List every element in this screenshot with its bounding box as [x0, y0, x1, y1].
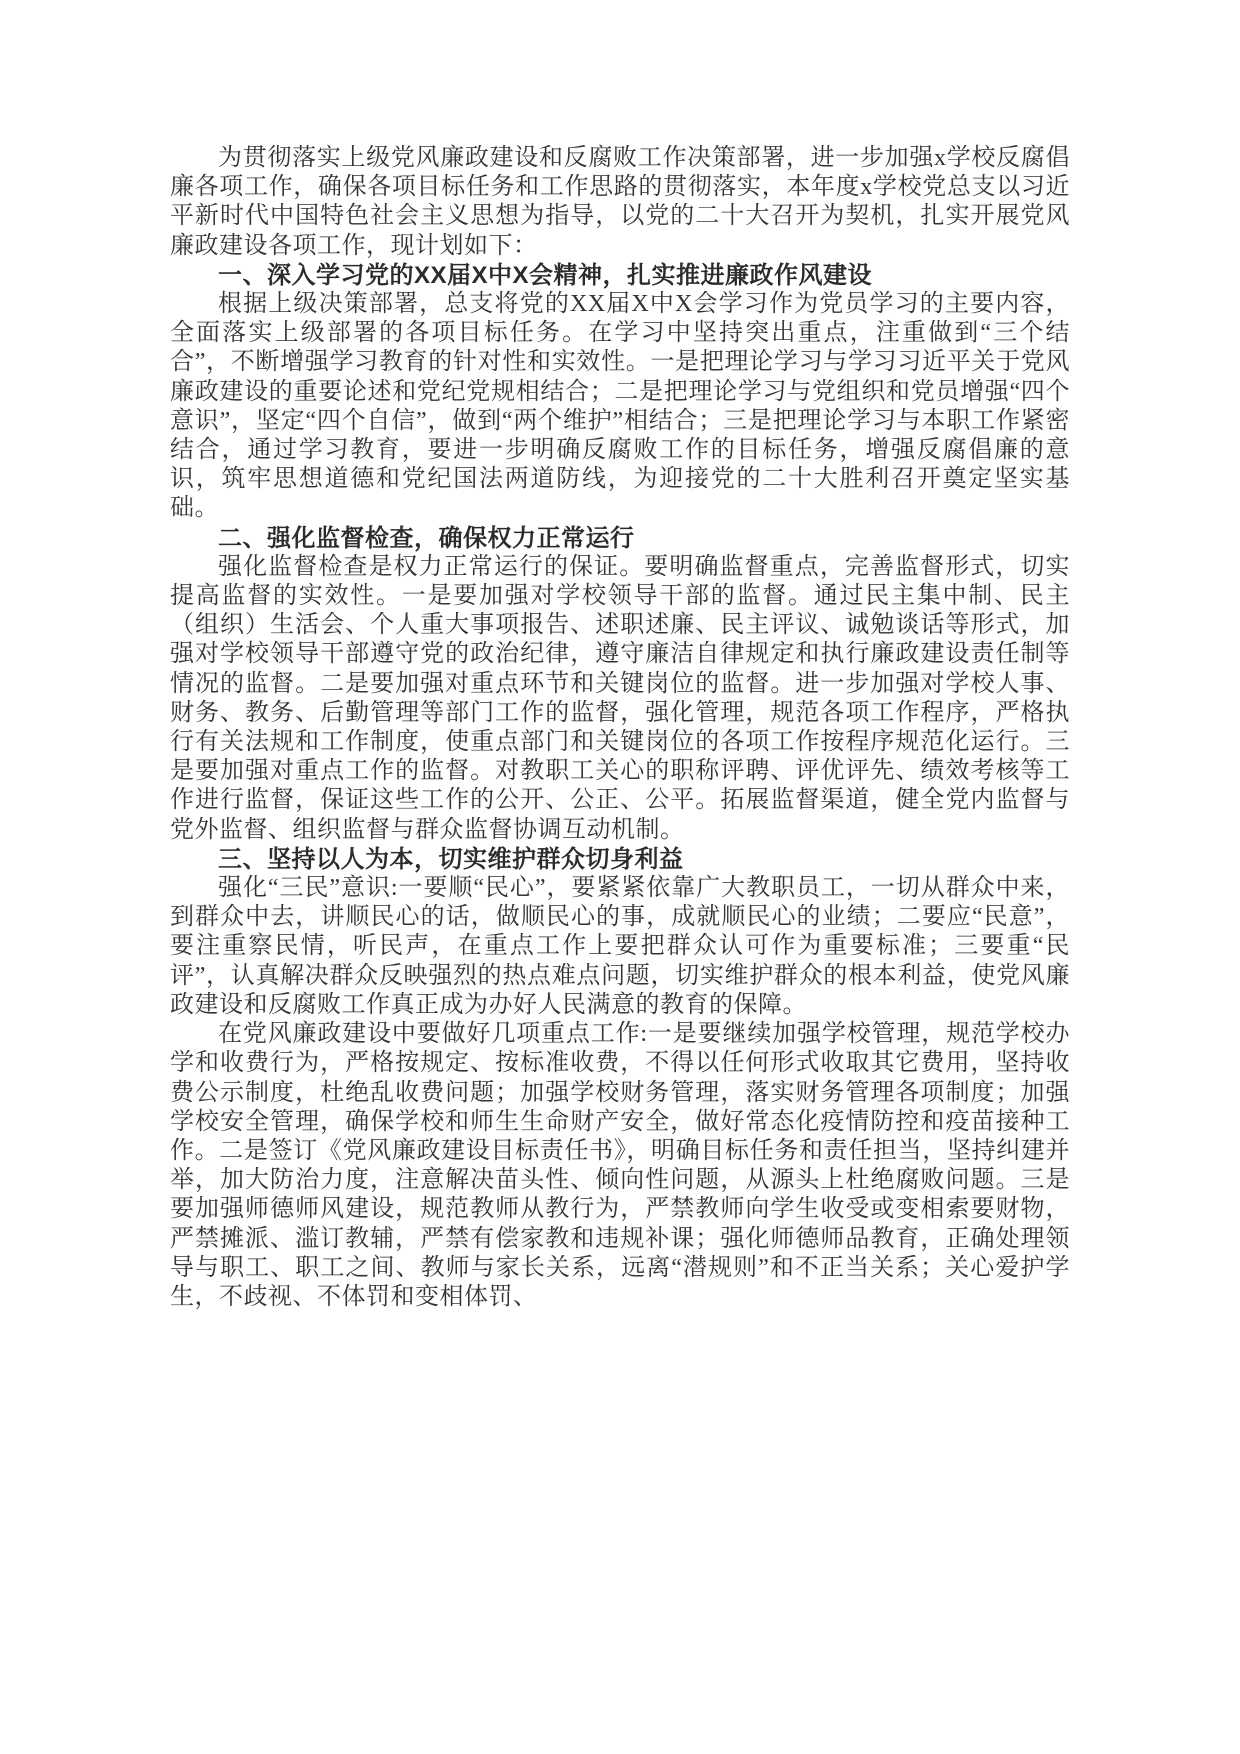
- key-tasks-paragraph: 在党风廉政建设中要做好几项重点工作:一是要继续加强学校管理，规范学校办学和收费行为，严格按规定、按标准收费，不得以任何形式收取其它费用，坚持收费公示制度，杜绝乱收费问题；加强学校财务管理，落实财务管理各项制度；加强学校安全管理，确保学校和师生生命财产安全，做好常态化疫情防控和疫苗接种工作。二是签订《党风廉政建设目标责任书》，明确目标任务和责任担当，坚持纠建并举，加大防治力度，注意解决苗头性、倾向性问题，从源头上杜绝腐败问题。三是要加强师德师风建设，规范教师从教行为，严禁教师向学生收受或变相索要财物，严禁摊派、滥订教辅，严禁有偿家教和违规补课；强化师德师品教育，正确处理领导与职工、职工之间、教师与家长关系，远离“潜规则”和不正当关系；关心爱护学生，不歧视、不体罚和变相体罚、: [170, 1021, 1070, 1310]
- section-2-heading: 二、强化监督检查，确保权力正常运行: [218, 524, 635, 552]
- section-1-heading: 一、深入学习党的XX届X中X会精神，扎实推进廉政作风建设: [218, 261, 873, 289]
- intro-paragraph: 为贯彻落实上级党风廉政建设和反腐败工作决策部署，进一步加强x学校反腐倡廉各项工作，确保各项目标任务和工作思路的贯彻落实，本年度x学校党总支以习近平新时代中国特色社会主义思想为指导，以党的二十大召开为契机，扎实开展党风廉政建设各项工作，现计划如下：: [170, 145, 1070, 259]
- section-2-paragraph: 强化监督检查是权力正常运行的保证。要明确监督重点，完善监督形式，切实提高监督的实效性。一是要加强对学校领导干部的监督。通过民主集中制、民主（组织）生活会、个人重大事项报告、述职述廉、民主评议、诚勉谈话等形式，加强对学校领导干部遵守党的政治纪律，遵守廉洁自律规定和执行廉政建设责任制等情况的监督。二是要加强对重点环节和关键岗位的监督。进一步加强对学校人事、财务、教务、后勤管理等部门工作的监督，强化管理，规范各项工作程序，严格执行有关法规和工作制度，使重点部门和关键岗位的各项工作按程序规范化运行。三是要加强对重点工作的监督。对教职工关心的职称评聘、评优评先、绩效考核等工作进行监督，保证这些工作的公开、公正、公平。拓展监督渠道，健全党内监督与党外监督、组织监督与群众监督协调互动机制。: [170, 553, 1070, 843]
- section-3-heading: 三、坚持以人为本，切实维护群众切身利益: [218, 845, 684, 873]
- section-1-paragraph: 根据上级决策部署，总支将党的XX届X中X会学习作为党员学习的主要内容，全面落实上级部署的各项目标任务。在学习中坚持突出重点，注重做到“三个结合”，不断增强学习教育的针对性和实效性。一是把理论学习与学习习近平关于党风廉政建设的重要论述和党纪党规相结合；二是把理论学习与党组织和党员增强“四个意识”，坚定“四个自信”，做到“两个维护”相结合；三是把理论学习与本职工作紧密结合，通过学习教育，要进一步明确反腐败工作的目标任务，增强反腐倡廉的意识，筑牢思想道德和党纪国法两道防线，为迎接党的二十大胜利召开奠定坚实基础。: [170, 291, 1070, 522]
- section-3-paragraph: 强化“三民”意识:一要顺“民心”，要紧紧依靠广大教职员工，一切从群众中来，到群众中去，讲顺民心的话，做顺民心的事，成就顺民心的业绩；二要应“民意”，要注重察民情，听民声，在重点工作上要把群众认可作为重要标准；三要重“民评”，认真解决群众反映强烈的热点难点问题，切实维护群众的根本利益，使党风廉政建设和反腐败工作真正成为办好人民满意的教育的保障。: [170, 875, 1070, 1018]
